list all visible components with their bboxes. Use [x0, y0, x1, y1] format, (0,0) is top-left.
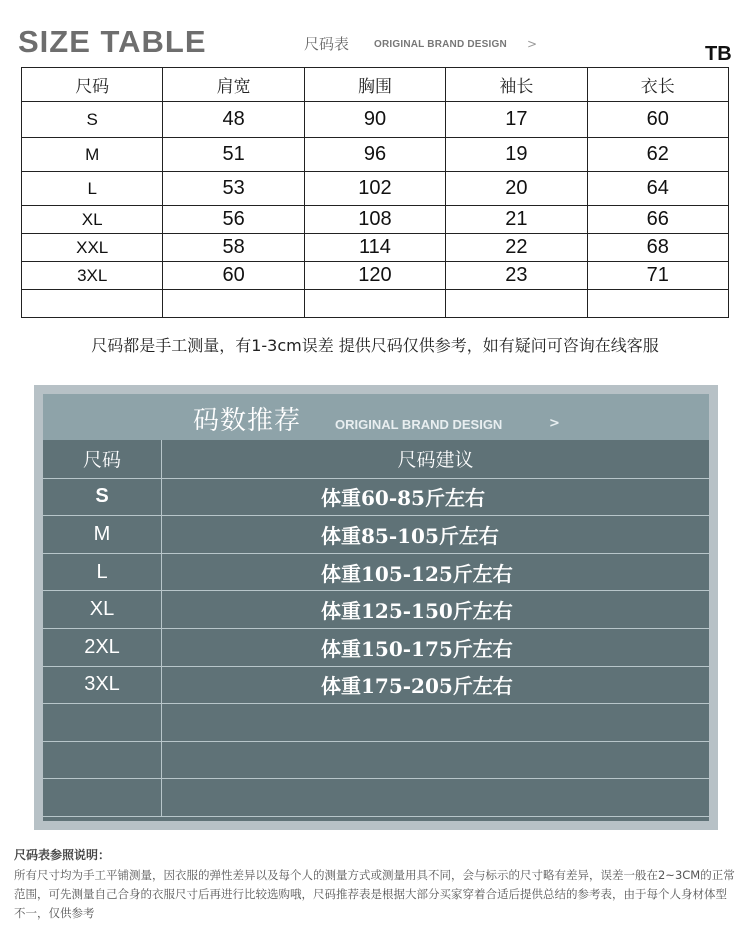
table-cell: 3XL [43, 666, 162, 704]
column-header-shoulder: 肩宽 [163, 68, 304, 102]
table-cell: 3XL [22, 262, 163, 290]
table-cell: XL [22, 206, 163, 234]
table-cell [446, 290, 587, 318]
column-header-sleeve: 袖长 [446, 68, 587, 102]
table-cell: M [22, 138, 163, 172]
table-cell: 体重125-150斤左右 [162, 591, 710, 629]
table-cell: XXL [22, 234, 163, 262]
size-recommend-panel [34, 385, 718, 830]
table-cell: S [22, 102, 163, 138]
table-cell: 2XL [43, 628, 162, 666]
footer-title: 尺码表参照说明： [14, 848, 111, 862]
recommend-brand-label: ORIGINAL BRAND DESIGN [335, 417, 503, 432]
table-cell: 20 [446, 172, 587, 206]
table-cell: 71 [587, 262, 728, 290]
table-cell: 62 [587, 138, 728, 172]
table-cell: 68 [587, 234, 728, 262]
table-cell: S [43, 478, 162, 516]
table-cell [43, 704, 162, 742]
table-cell: 23 [446, 262, 587, 290]
table-cell: 体重175-205斤左右 [162, 666, 710, 704]
table-cell [304, 290, 445, 318]
table-row [43, 553, 709, 591]
table-row [22, 262, 729, 290]
table-row-empty [43, 704, 709, 742]
table-cell: 体重105-125斤左右 [162, 553, 710, 591]
size-table-title: SIZE TABLE [18, 24, 207, 59]
brand-design-label: ORIGINAL BRAND DESIGN [374, 39, 507, 50]
table-cell [43, 741, 162, 779]
table-cell: 56 [163, 206, 304, 234]
table-cell: 17 [446, 102, 587, 138]
table-cell: L [43, 553, 162, 591]
table-row [43, 478, 709, 516]
table-cell [162, 779, 710, 817]
table-cell: 60 [587, 102, 728, 138]
size-recommend-inner [43, 394, 709, 821]
chevron-right-icon: > [527, 37, 538, 51]
table-row [22, 206, 729, 234]
table-row-empty [43, 741, 709, 779]
table-cell: 58 [163, 234, 304, 262]
column-header-length: 衣长 [587, 68, 728, 102]
recommend-header [43, 394, 709, 440]
chevron-right-icon: > [549, 416, 560, 431]
table-row-empty [22, 290, 729, 318]
table-cell: 90 [304, 102, 445, 138]
table-cell: 53 [163, 172, 304, 206]
table-cell: 114 [304, 234, 445, 262]
table-cell: 102 [304, 172, 445, 206]
column-header-size: 尺码 [43, 440, 162, 478]
table-row [43, 666, 709, 704]
recommend-title: 码数推荐 [193, 406, 302, 436]
table-cell: 108 [304, 206, 445, 234]
recommend-table [43, 440, 709, 817]
column-header-chest: 胸围 [304, 68, 445, 102]
tb-badge: TB [705, 43, 732, 65]
table-cell: 体重85-105斤左右 [162, 516, 710, 554]
table-cell: 21 [446, 206, 587, 234]
table-cell: 22 [446, 234, 587, 262]
table-row [22, 172, 729, 206]
table-cell: 体重150-175斤左右 [162, 628, 710, 666]
table-row-empty [43, 779, 709, 817]
footer-text: 所有尺寸均为手工平铺测量，因衣服的弹性差异以及每个人的测量方式或测量用具不同，会与标示的尺寸略有差异，误差一般在2~3CM的正常范围，可先测量自己合身的衣服尺寸后再进行比较选购哦，尺码推荐表是根据大部分买家穿着合适后提供总结的参考表，由于每个人身材体型不一，仅供参考 [14, 868, 735, 920]
table-cell: 60 [163, 262, 304, 290]
table-cell [163, 290, 304, 318]
column-header-advice: 尺码建议 [162, 440, 710, 478]
column-header-size: 尺码 [22, 68, 163, 102]
table-cell: 66 [587, 206, 728, 234]
table-cell [22, 290, 163, 318]
table-row [22, 102, 729, 138]
table-cell: 51 [163, 138, 304, 172]
table-cell: 64 [587, 172, 728, 206]
table-cell [587, 290, 728, 318]
table-row [43, 516, 709, 554]
table-cell [43, 779, 162, 817]
table-cell: M [43, 516, 162, 554]
table-cell: 19 [446, 138, 587, 172]
table-row [43, 628, 709, 666]
measurement-note: 尺码都是手工测量，有1-3cm误差 提供尺码仅供参考，如有疑问可咨询在线客服 [91, 336, 659, 355]
table-cell: 体重60-85斤左右 [162, 478, 710, 516]
table-cell [162, 704, 710, 742]
table-row [22, 138, 729, 172]
size-table-subtitle-cn: 尺码表 [304, 35, 350, 53]
table-cell: 96 [304, 138, 445, 172]
table-row [43, 591, 709, 629]
table-cell: 48 [163, 102, 304, 138]
table-cell: 120 [304, 262, 445, 290]
table-cell: L [22, 172, 163, 206]
size-table [21, 67, 729, 318]
table-cell [162, 741, 710, 779]
table-row [22, 234, 729, 262]
table-cell: XL [43, 591, 162, 629]
